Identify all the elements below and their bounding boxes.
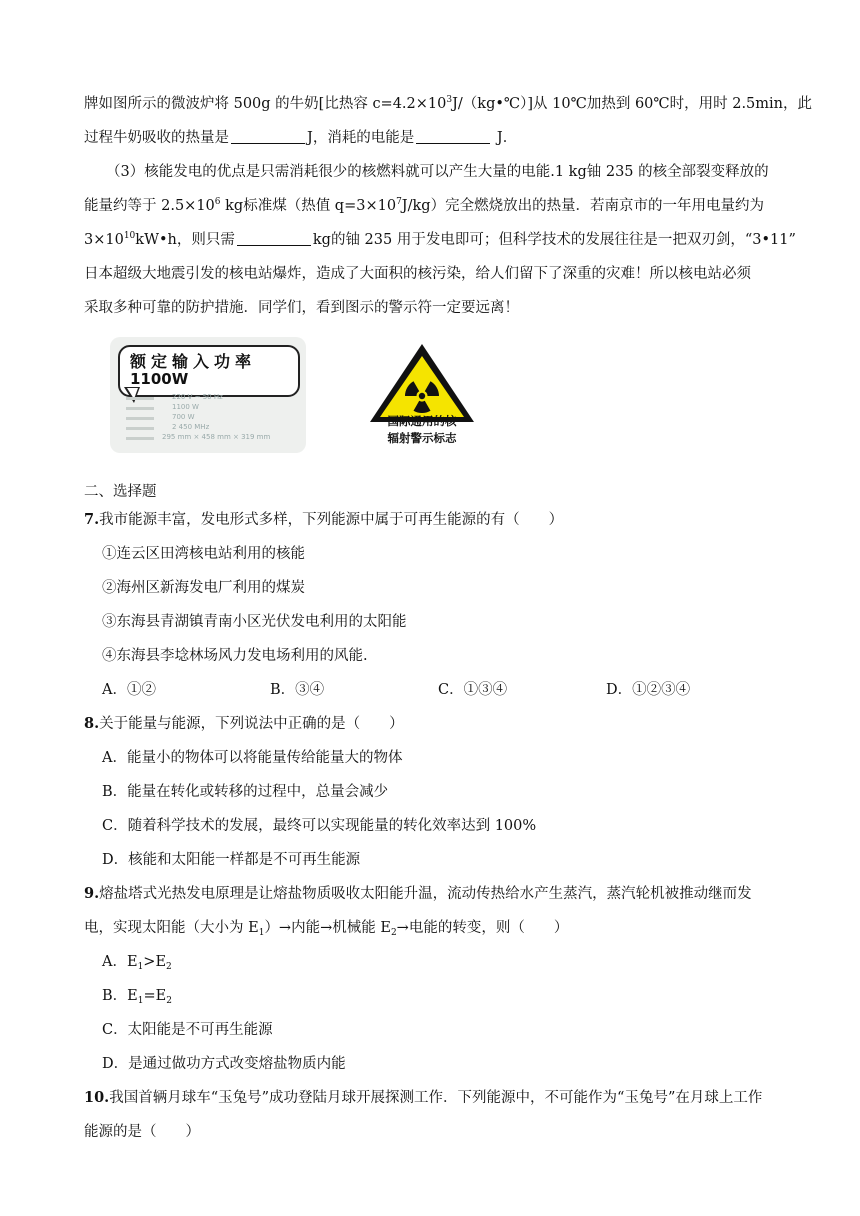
spec-row: 220 V ~ 50 Hz (172, 393, 223, 401)
section-title: 二、选择题 (84, 484, 157, 500)
spec-row: 700 W (172, 413, 195, 421)
q9-option-b[interactable]: B．$E_1=E_2$ (102, 988, 172, 1006)
spec-row: 2 450 MHz (172, 423, 210, 431)
q9-stem-line1: 9.熔盐塔式光热发电原理是让熔盐物质吸收太阳能升温，流动传热给水产生蒸汽，蒸汽轮机被推动继而发 (84, 885, 752, 902)
q7-stem: 7.我市能源丰富，发电形式多样，下列能源中属于可再生能源的有（ ） (84, 511, 564, 528)
q6-part3-line5: 采取多种可靠的防护措施．同学们，看到图示的警示符一定要远离！ (84, 300, 519, 316)
q6-part3-line3: $3\times 10^{10}kW•h$，则只需 kg的铀 235 用于发电即可；但科学技术的发展往往是一把双刃剑，“3•11” (84, 231, 796, 248)
microwave-nameplate-image (110, 337, 306, 453)
q9-option-a[interactable]: A．$E_1>E_2$ (102, 954, 172, 972)
q8-option-d[interactable]: D．核能和太阳能一样都是不可再生能源 (102, 852, 361, 868)
q9-option-d[interactable]: D．是通过做功方式改变熔盐物质内能 (102, 1056, 346, 1072)
q7-option-c[interactable]: C．①③④ (438, 682, 508, 698)
q8-option-c[interactable]: C．随着科学技术的发展，最终可以实现能量的转化效率达到 100% (102, 818, 537, 834)
q6-part3-line1: （3）核能发电的优点是只需消耗很少的核燃料就可以产生大量的电能.1 kg铀 235 的核全部裂变释放的 (106, 164, 769, 180)
q7-item: ④东海县李埝林场风力发电场利用的风能. (102, 648, 368, 664)
spec-row: 1100 W (172, 403, 199, 411)
spec-row: 295 mm × 458 mm × 319 mm (162, 433, 271, 441)
q7-item: ③东海县青湖镇青南小区光伏发电利用的太阳能 (102, 614, 407, 630)
answer-blank[interactable] (231, 129, 305, 144)
q6-part2-line1: 牌如图所示的微波炉将 500g 的牛奶[比热容 $c=4.2\times 10^3J/(kg•℃)$]从 10℃加热到 60℃时，用时 2.5min，此 (84, 95, 813, 112)
caption-line: 国际通用的核 (387, 414, 457, 428)
caption-line: 辐射警示标志 (387, 431, 457, 445)
q6-part2-line2: 过程牛奶吸收的热量是 J，消耗的电能是 J． (84, 130, 518, 146)
q7-option-a[interactable]: A．①② (102, 682, 156, 698)
q10-stem-line2: 能源的是（ ） (84, 1124, 200, 1140)
q8-option-b[interactable]: B．能量在转化或转移的过程中，总量会减少 (102, 784, 389, 800)
q7-option-b[interactable]: B．③④ (270, 682, 325, 698)
q10-stem-line1: 10.我国首辆月球车“玉兔号”成功登陆月球开展探测工作．下列能源中，不可能作为“玉兔号”在月球上工作 (84, 1089, 763, 1106)
nameplate-power: 1100W (130, 370, 189, 388)
q9-option-c[interactable]: C．太阳能是不可再生能源 (102, 1022, 273, 1038)
q8-option-a[interactable]: A．能量小的物体可以将能量传给能量大的物体 (102, 750, 403, 766)
nameplate-title: 额定输入功率 (130, 352, 257, 371)
q9-stem-line2: 电，实现太阳能（大小为 $E_1)\to$内能→机械能 $E_2\to$电能的转变，则（ ） (84, 920, 569, 938)
speech-bubble (118, 345, 300, 397)
spec-labels-faded (126, 397, 154, 441)
q7-item: ②海州区新海发电厂利用的煤炭 (102, 580, 305, 596)
answer-blank[interactable] (416, 129, 490, 144)
q7-item: ①连云区田湾核电站利用的核能 (102, 546, 305, 562)
answer-blank[interactable] (237, 231, 311, 246)
q6-part3-line4: 日本超级大地震引发的核电站爆炸，造成了大面积的核污染，给人们留下了深重的灾难！所以核电站必须 (84, 266, 751, 282)
q6-part3-line2: 能量约等于 $2.5\times 10^6$ kg标准煤（热值 $q=3\times 10^7J/kg$）完全燃烧放出的热量．若南京市的一年用电量约为 (84, 197, 765, 214)
q7-option-d[interactable]: D．①②③④ (606, 682, 691, 698)
q8-stem: 8.关于能量与能源，下列说法中正确的是（ ） (84, 715, 404, 732)
radiation-sign-caption (361, 413, 483, 447)
